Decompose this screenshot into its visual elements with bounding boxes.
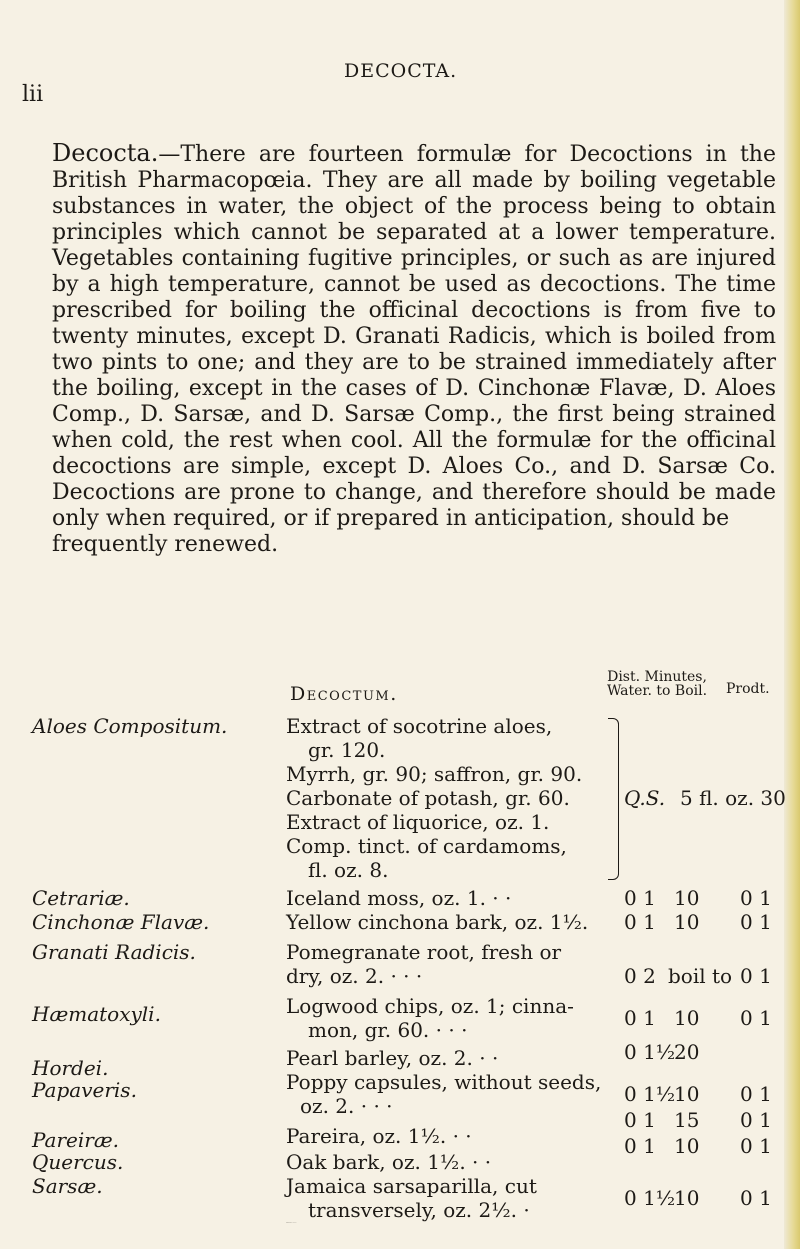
row-prod: 0 1 [740,1222,742,1223]
ingredient-line: Jamaica sarsaparilla, cut [286,1222,299,1223]
row-prod: 0 1 [740,886,772,910]
row-boil: 5 fl. oz. 30 [680,786,786,810]
column-prodt: Prodt. [726,681,770,697]
column-dist-line2: Water. to Boil. [606,683,708,699]
row-water: 0 1½ [624,1082,676,1106]
row-name: Quercus. [32,1150,124,1174]
ingredient-line: transversely, oz. 2½. · [308,1198,530,1222]
ingredient-line: Myrrh, gr. 90; saffron, gr. 90. [286,762,583,786]
row-water: 0 1 [624,886,656,910]
row-boil: 10 [674,1134,700,1158]
row-prod: 0 1 [740,1108,772,1132]
ingredient-line: Logwood chips, oz. 1; cinna- [286,994,574,1018]
ingredient-line: dry, oz. 2. · · · [286,964,423,988]
ingredient-line: Oak bark, oz. 1½. · · [286,1150,492,1174]
ingredient-line: Jamaica sarsaparilla, cut [286,1174,537,1198]
row-boil: 10 [674,1186,700,1210]
column-decoctum: Decoctum. [290,683,398,705]
row-name: Sarsæ. [32,1174,103,1198]
page-header [22,30,770,107]
ingredient-line: Pareira, oz. 1½. · · [286,1124,472,1148]
row-boil: 10 [674,886,700,910]
row-name: Cetrariæ. [32,886,130,910]
row-name: Hordei. [32,1056,109,1080]
ingredient-line: Yellow cinchona bark, oz. 1½. [286,910,589,934]
row-ingredients [286,714,616,882]
row-name: Sarsæ Compositum. [32,1222,43,1223]
row-name: Cinchonæ Flavæ. [32,910,210,934]
row-water: 0 1 [624,1108,656,1132]
row-boil: 10 [674,1006,700,1030]
page-edge [784,0,800,1249]
ingredient-line: Comp. tinct. of cardamoms, [286,834,567,858]
row-prod: 0 1 [740,964,772,988]
row-name: Granati Radicis. [32,940,196,964]
ingredient-line: Carbonate of potash, gr. 60. [286,786,570,810]
column-dist-line1: Dist. Minutes, [607,669,707,685]
ingredient-line: fl. oz. 8. [308,858,389,882]
running-head: DECOCTA. [344,60,458,82]
row-water: 0 1 [624,910,656,934]
intro-last-line: frequently renewed. [52,532,279,557]
ingredient-line: oz. 2. · · · [300,1094,393,1118]
ingredient-line: mon, gr. 60. · · · [308,1018,468,1042]
row-boil: 15 [674,1108,700,1132]
row-water: 0 1½ [624,1040,676,1064]
row-name: Hæmatoxyli. [32,1002,161,1026]
row-water: Q.S. [624,786,666,810]
row-water: 0 1½ [624,1186,676,1210]
row-boil: 20 [674,1040,700,1064]
ingredient-line: Pearl barley, oz. 2. · · [286,1046,499,1070]
row-name: Aloes Compositum. [32,714,228,738]
row-boil: 10 [674,1222,676,1223]
ingredient-line: Extract of socotrine aloes, [286,714,553,738]
brace [608,718,619,880]
row-boil: 10 [674,910,700,934]
row-prod: 0 1 [740,1082,772,1106]
row-prod: 0 1 [740,1006,772,1030]
row-water: 0 1 [624,1134,656,1158]
row-name: Papaveris. [32,1078,137,1102]
column-dist-water [594,670,720,698]
row-prod: 0 1 [740,1134,772,1158]
ingredient-line: Extract of liquorice, oz. 1. [286,810,550,834]
ingredient-line: Iceland moss, oz. 1. · · [286,886,512,910]
row-water: 0 2 [624,964,656,988]
row-prod: 0 1 [740,910,772,934]
ingredient-line: Poppy capsules, without seeds, [286,1070,602,1094]
row-boil: 10 [674,1082,700,1106]
row-water: 0 1½ [624,1222,627,1223]
row-boil: boil to [668,964,733,988]
intro-paragraph [52,140,776,558]
intro-text: —There are fourteen formulæ for Decoctions in the British Pharmacopœia. They are all made by boiling vegetable substances in water, the object of the process being to obtain principles which cannot be separated at a lower temperature. Vegetables containing fugitive principles, or such as are injured by a high temperature, cannot be used as decoctions. The time prescribed for boiling the officinal decoctions is from five to twenty minutes, except D. Granati Radicis, which is boiled from two pints to one; and they are to be strained immediately after the boiling, except in the cases of D. Cinchonæ Flavæ, D. Aloes Comp., D. Sarsæ, and D. Sarsæ Comp., the first being strained when cold, the rest when cool. All the formulæ for the officinal decoctions are simple, except D. Aloes Co., and D. Sarsæ Co. Decoctions are prone to change, and therefore should be made only when required, or if prepared in anticipation, should be [52,142,776,531]
row-water: 0 1 [624,1006,656,1030]
page-number: lii [22,82,44,107]
row-name: Pareiræ. [32,1128,119,1152]
ingredient-line: Pomegranate root, fresh or [286,940,562,964]
ingredient-line: gr. 120. [308,738,386,762]
table-row [0,1222,800,1223]
intro-lead: Decocta. [52,139,159,167]
row-prod: 0 1 [740,1186,772,1210]
